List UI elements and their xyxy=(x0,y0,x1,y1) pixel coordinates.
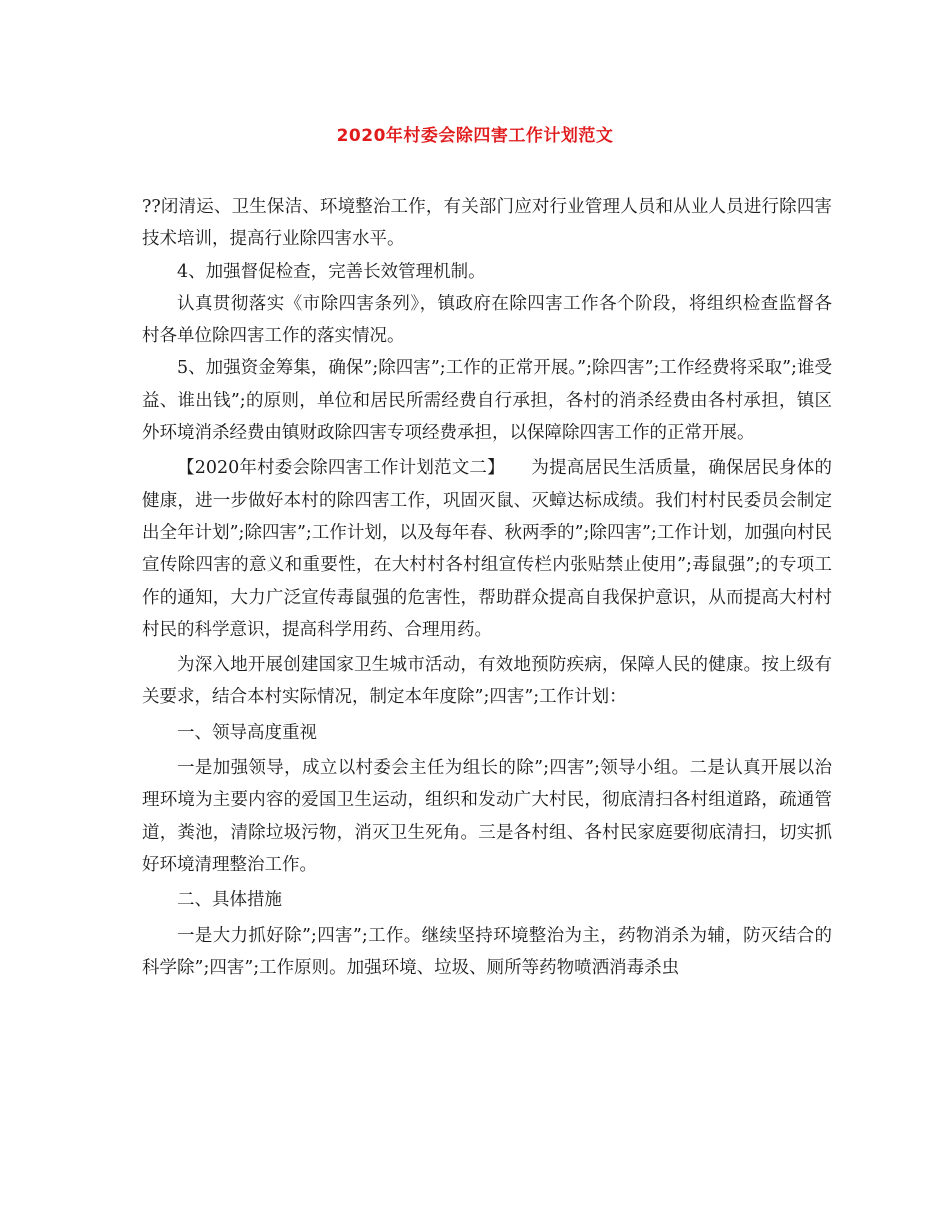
paragraph-item-4-body: 认真贯彻落实《市除四害条列》，镇政府在除四害工作各个阶段，将组织检查监督各村各单位除四害工作的落实情况。 xyxy=(142,293,832,347)
paragraph-measures: 一是大力抓好除”;四害”;工作。继续坚持环境整治为主，药物消杀为辅，防灭结合的科学除”;四害”;工作原则。加强环境、垃圾、厕所等药物喷洒消毒杀虫 xyxy=(142,925,832,978)
document-body xyxy=(142,191,832,984)
paragraph-plan-two: 【2020年村委会除四害工作计划范文二】 为提高居民生活质量，确保居民身体的健康，进一步做好本村的除四害工作，巩固灭鼠、灭蟑达标成绩。我们村村民委员会制定出全年计划”;除四害”;工作计划，以及每年春、秋两季的”;除四害”;工作计划，加强向村民宣传除四害的意义和重要性，在大村村各村组宣传栏内张贴禁止使用”;毒鼠强”;的专项工作的通知，大力广泛宣传毒鼠强的危害性，帮助群众提高自我保护意识，从而提高大村村村民的科学意识，提高科学用药、合理用药。 xyxy=(142,458,832,640)
section-heading-leadership: 一、领导高度重视 xyxy=(177,722,317,743)
paragraph-continuation: ??闭清运、卫生保洁、环境整治工作，有关部门应对行业管理人员和从业人员进行除四害技术培训，提高行业除四害水平。 xyxy=(142,197,832,250)
document-title: 2020年村委会除四害工作计划范文 xyxy=(336,126,614,146)
paragraph-item-5: 5、加强资金筹集，确保”;除四害”;工作的正常开展。”;除四害”;工作经费将采取”;谁受益、谁出钱”;的原则，单位和居民所需经费自行承担，各村的消杀经费由各村承担，镇区外环境消杀经费由镇财政除四害专项经费承担，以保障除四害工作的正常开展。 xyxy=(142,358,832,444)
paragraph-leadership: 一是加强领导，成立以村委会主任为组长的除”;四害”;领导小组。二是认真开展以治理环境为主要内容的爱国卫生运动，组织和发动广大村民，彻底清扫各村组道路，疏通管道，粪池，清除垃圾污物，消灭卫生死角。三是各村组、各村民家庭要彻底清扫，切实抓好环境清理整治工作。 xyxy=(142,758,832,875)
paragraph-intro: 为深入地开展创建国家卫生城市活动，有效地预防疾病，保障人民的健康。按上级有关要求，结合本村实际情况，制定本年度除”;四害”;工作计划： xyxy=(142,655,832,708)
section-heading-measures: 二、具体措施 xyxy=(177,890,282,911)
paragraph-item-4-heading: 4、加强督促检查，完善长效管理机制。 xyxy=(177,261,486,282)
